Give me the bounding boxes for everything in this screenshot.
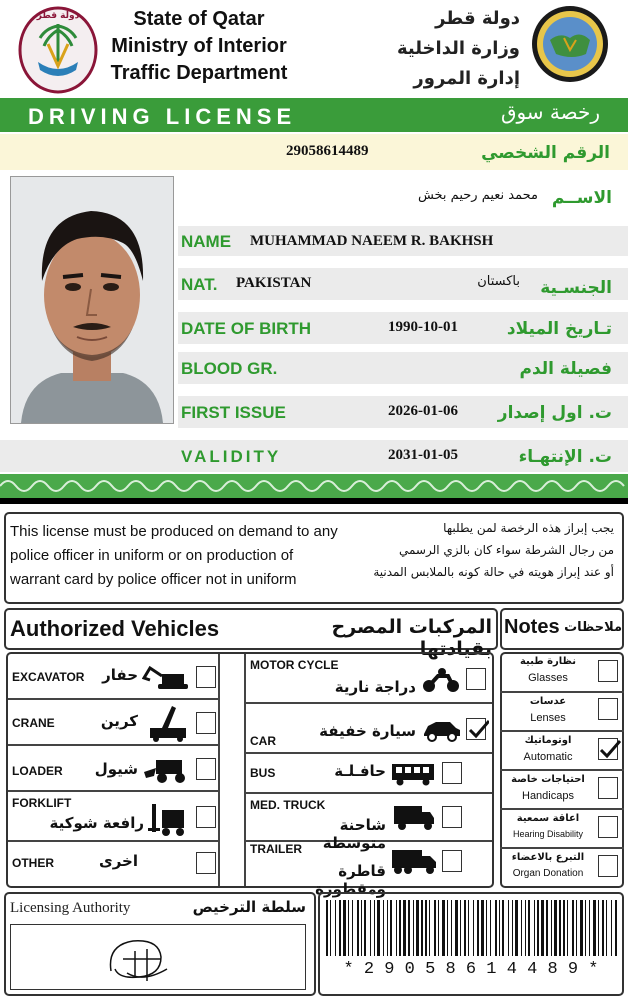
bus-icon — [390, 762, 436, 786]
blood-group-label-ar: فصيلة الدم — [519, 359, 612, 379]
header-english — [104, 6, 294, 87]
vehicle-checkbox-forklift[interactable] — [196, 806, 216, 828]
note-glasses-ar: نظارة طبية — [519, 656, 577, 667]
nationality-value-ar: باكستان — [477, 274, 520, 289]
vehicle-row-trailer — [246, 842, 492, 898]
vehicles-separator-left — [218, 654, 220, 886]
barcode-bar — [525, 900, 526, 956]
dob-value: 1990-10-01 — [388, 319, 458, 335]
vehicle-checkbox-loader[interactable] — [196, 758, 216, 780]
nationality-value: PAKISTAN — [236, 275, 312, 291]
barcode-bar — [429, 900, 430, 956]
note-checkbox-hearing[interactable] — [598, 816, 618, 838]
vehicle-checkbox-trailer[interactable] — [442, 850, 462, 872]
barcode-bar — [390, 900, 392, 956]
notes-divider — [500, 808, 624, 810]
vehicle-label-ar: سيارة خفيفة — [319, 722, 416, 740]
vehicle-row-motorcycle — [246, 654, 492, 704]
nationality-label: NAT. — [181, 275, 218, 294]
dob-label: DATE OF BIRTH — [181, 319, 312, 338]
barcode-bar — [615, 900, 617, 956]
notice-en-line-2: police officer in uniform or on production of — [10, 547, 294, 564]
header-department-ar: إدارة المرور — [413, 68, 520, 89]
barcode-bar — [528, 900, 530, 956]
truck-icon — [392, 804, 436, 832]
notes-divider — [500, 847, 624, 849]
barcode-bar — [387, 900, 388, 956]
validity-label: VALIDITY — [181, 447, 282, 466]
barcode-bar — [460, 900, 461, 956]
note-checkbox-lenses[interactable] — [598, 698, 618, 720]
notice-en-line-3: warrant card by police officer not in uniform — [10, 571, 297, 588]
barcode-bar — [546, 900, 548, 956]
barcode-bar — [377, 900, 380, 956]
note-checkbox-organ-donation[interactable] — [598, 855, 618, 877]
barcode-bar — [572, 900, 574, 956]
header-state-ar: دولة قطر — [435, 8, 520, 29]
vehicle-checkbox-other[interactable] — [196, 852, 216, 874]
personal-number-label-ar: الرقم الشخصي — [481, 143, 610, 163]
vehicle-label: CRANE — [12, 716, 55, 730]
header-ministry: Ministry of Interior — [111, 35, 287, 57]
barcode-bar — [396, 900, 397, 956]
vehicle-row-excavator — [8, 654, 218, 700]
barcode-bar — [361, 900, 362, 956]
vehicle-row-crane — [8, 700, 218, 746]
decorative-border — [0, 474, 628, 498]
barcode-bar — [383, 900, 384, 956]
authorized-vehicles-title-ar: المركبات المصرح بقيادتها — [331, 616, 492, 660]
checkmark-icon — [599, 739, 621, 761]
barcode-bar — [499, 900, 500, 956]
barcode-bar — [589, 900, 590, 956]
vehicle-label: BUS — [250, 766, 276, 780]
barcode-bar — [580, 900, 583, 956]
name-ar-label: الاســم — [551, 188, 612, 208]
note-organ-donation: Organ Donation — [512, 868, 584, 879]
gcc-emblem-right — [530, 4, 610, 84]
barcode-bar — [413, 900, 414, 956]
barcode-bar — [399, 900, 401, 956]
license-title-ar: رخصة سوق — [500, 100, 600, 124]
barcode-bar — [370, 900, 371, 956]
header-arabic — [380, 4, 520, 94]
barcode-bar — [563, 900, 565, 956]
barcode-bar — [486, 900, 487, 956]
first-issue-label-ar: ت. اول إصدار — [497, 403, 612, 423]
license-title: DRIVING LICENSE — [28, 104, 297, 129]
licensing-authority-label: Licensing Authority — [10, 900, 131, 916]
barcode-bar — [464, 900, 466, 956]
barcode-bar — [438, 900, 439, 956]
barcode-bar — [434, 900, 436, 956]
vehicle-label-ar: قاطرة ومقطورة — [315, 862, 386, 898]
barcode-bar — [455, 900, 458, 956]
notes-divider — [500, 769, 624, 771]
barcode-bar — [515, 900, 518, 956]
trailer-icon — [390, 848, 438, 876]
notes-divider — [500, 691, 624, 693]
note-lenses-ar: عدسات — [529, 696, 567, 707]
barcode-bar — [593, 900, 596, 956]
barcode-bar — [585, 900, 586, 956]
barcode-bar — [403, 900, 406, 956]
vehicle-checkbox-car[interactable] — [466, 718, 486, 740]
vehicle-row-other — [8, 842, 218, 886]
barcode-bar — [447, 900, 448, 956]
note-checkbox-glasses[interactable] — [598, 660, 618, 682]
crane-icon — [146, 704, 190, 742]
signature-box — [10, 924, 306, 990]
validity-value: 2031-01-05 — [388, 447, 458, 463]
vehicle-label: MED. TRUCK — [250, 798, 326, 812]
barcode-bar — [502, 900, 504, 956]
car-icon — [422, 718, 462, 742]
barcode-bar — [451, 900, 452, 956]
vehicle-label-ar: شاحنة متوسطة — [322, 816, 386, 852]
barcode-bar — [408, 900, 410, 956]
vehicle-label: MOTOR CYCLE — [250, 658, 339, 672]
barcode-bar — [473, 900, 474, 956]
excavator-icon — [142, 664, 194, 690]
barcode-bar — [468, 900, 469, 956]
barcode-bar — [335, 900, 336, 956]
note-organ-donation-ar: التبرع بالاعضاء — [511, 852, 585, 863]
notice-arabic — [330, 517, 614, 583]
barcode-bar — [508, 900, 509, 956]
vehicle-label: TRAILER — [250, 842, 302, 856]
vehicle-row-car — [246, 704, 492, 754]
barcode-bar — [541, 900, 544, 956]
barcode-number: * 2 9 0 5 8 6 1 4 4 8 9 * — [343, 960, 599, 979]
note-handicaps-ar: احتياجات خاصة — [511, 774, 585, 785]
notice-ar-line-3: أو عند إبراز هويته في حالة كونه بالملابس المدنية — [373, 565, 614, 579]
name-ar-value: محمد نعيم رحيم بخش — [417, 188, 538, 203]
licensing-authority-label-ar: سلطة الترخيص — [192, 898, 306, 916]
header-ministry-ar: وزارة الداخلية — [396, 38, 520, 59]
first-issue-value: 2026-01-06 — [388, 403, 458, 419]
barcode-bar — [490, 900, 491, 956]
notes-title: Notes — [504, 616, 560, 638]
vehicle-label: FORKLIFT — [12, 796, 72, 810]
note-checkbox-automatic[interactable] — [598, 738, 618, 760]
blood-group-label: BLOOD GR. — [181, 359, 278, 378]
loader-icon — [142, 754, 192, 784]
vehicle-label: EXCAVATOR — [12, 670, 85, 684]
barcode-bar — [357, 900, 359, 956]
vehicle-label-ar: شيول — [94, 760, 138, 778]
vehicle-checkbox-crane[interactable] — [196, 712, 216, 734]
vehicle-label: LOADER — [12, 764, 63, 778]
barcode-bar — [537, 900, 539, 956]
vehicle-row-bus — [246, 754, 492, 794]
barcode-bar — [576, 900, 577, 956]
barcode — [322, 900, 620, 956]
note-lenses: Lenses — [530, 712, 566, 724]
vehicle-label-ar: حافـلـة — [334, 762, 386, 780]
vehicle-row-forklift — [8, 792, 218, 842]
name-en-label: NAME — [181, 232, 232, 251]
vehicle-label-ar: دراجة نارية — [334, 678, 416, 696]
barcode-bar — [551, 900, 552, 956]
barcode-bar — [416, 900, 419, 956]
forklift-icon — [148, 802, 192, 836]
vehicle-label: CAR — [250, 734, 276, 748]
barcode-bar — [374, 900, 375, 956]
vehicle-label-ar: حفار — [102, 666, 138, 684]
vehicle-label: OTHER — [12, 856, 54, 870]
header-state: State of Qatar — [133, 8, 265, 30]
note-glasses: Glasses — [528, 672, 568, 684]
vehicle-checkbox-motorcycle[interactable] — [466, 668, 486, 690]
barcode-bar — [598, 900, 599, 956]
barcode-bar — [348, 900, 349, 956]
barcode-bar — [442, 900, 445, 956]
motorcycle-icon — [422, 666, 460, 694]
note-handicaps: Handicaps — [522, 790, 574, 802]
holder-photo — [10, 176, 174, 424]
qatar-emblem-left — [18, 6, 98, 94]
barcode-bar — [567, 900, 568, 956]
barcode-bar — [611, 900, 612, 956]
personal-number-value: 29058614489 — [286, 143, 369, 159]
barcode-bar — [602, 900, 604, 956]
vehicle-checkbox-med-truck[interactable] — [442, 806, 462, 828]
barcode-bar — [343, 900, 346, 956]
vehicle-label-ar: اخرى — [98, 852, 138, 870]
validity-label-ar: ت. الإنتهـاء — [518, 447, 612, 467]
header-department: Traffic Department — [110, 62, 288, 84]
vehicle-label-ar: رافعة شوكية — [49, 814, 144, 832]
svg-text:دولة قطر: دولة قطر — [36, 11, 80, 21]
barcode-bar — [534, 900, 535, 956]
signature-stamp — [11, 925, 307, 991]
notes-divider — [500, 730, 624, 732]
notes-title-ar: ملاحظات — [564, 620, 622, 635]
note-automatic-ar: اوتوماتيك — [524, 735, 572, 746]
barcode-bar — [326, 900, 328, 956]
checkmark-icon — [467, 719, 489, 741]
barcode-bar — [606, 900, 607, 956]
barcode-bar — [421, 900, 423, 956]
vehicle-label-ar: كرين — [100, 712, 138, 730]
barcode-bar — [481, 900, 484, 956]
note-checkbox-handicaps[interactable] — [598, 777, 618, 799]
barcode-bar — [425, 900, 427, 956]
dob-label-ar: تـاريخ الميلاد — [506, 319, 612, 339]
first-issue-label: FIRST ISSUE — [181, 403, 286, 422]
name-en-value: MUHAMMAD NAEEM R. BAKHSH — [250, 233, 494, 249]
barcode-bar — [477, 900, 479, 956]
barcode-bar — [554, 900, 557, 956]
notice-en-line-1: This license must be produced on demand to any — [10, 523, 338, 540]
notice-english — [10, 520, 370, 592]
notice-ar-line-2: من رجال الشرطة سواء كان بالزي الرسمي — [398, 543, 614, 557]
portrait-image — [11, 177, 173, 423]
barcode-bar — [352, 900, 353, 956]
barcode-bar — [330, 900, 331, 956]
barcode-bar — [339, 900, 341, 956]
vehicle-row-loader — [8, 746, 218, 792]
barcode-bar — [495, 900, 497, 956]
barcode-bar — [512, 900, 513, 956]
note-automatic: Automatic — [523, 751, 573, 763]
vehicle-checkbox-bus[interactable] — [442, 762, 462, 784]
vehicle-checkbox-excavator[interactable] — [196, 666, 216, 688]
nationality-label-ar: الجنسـية — [540, 278, 612, 298]
authorized-vehicles-title: Authorized Vehicles — [10, 616, 220, 641]
notice-ar-line-1: يجب إبراز هذه الرخصة لمن يطلبها — [443, 521, 614, 535]
barcode-bar — [521, 900, 522, 956]
note-hearing-ar: اعاقة سمعية — [516, 813, 580, 824]
note-hearing: Hearing Disability — [512, 829, 584, 839]
barcode-bar — [364, 900, 366, 956]
barcode-bar — [559, 900, 561, 956]
